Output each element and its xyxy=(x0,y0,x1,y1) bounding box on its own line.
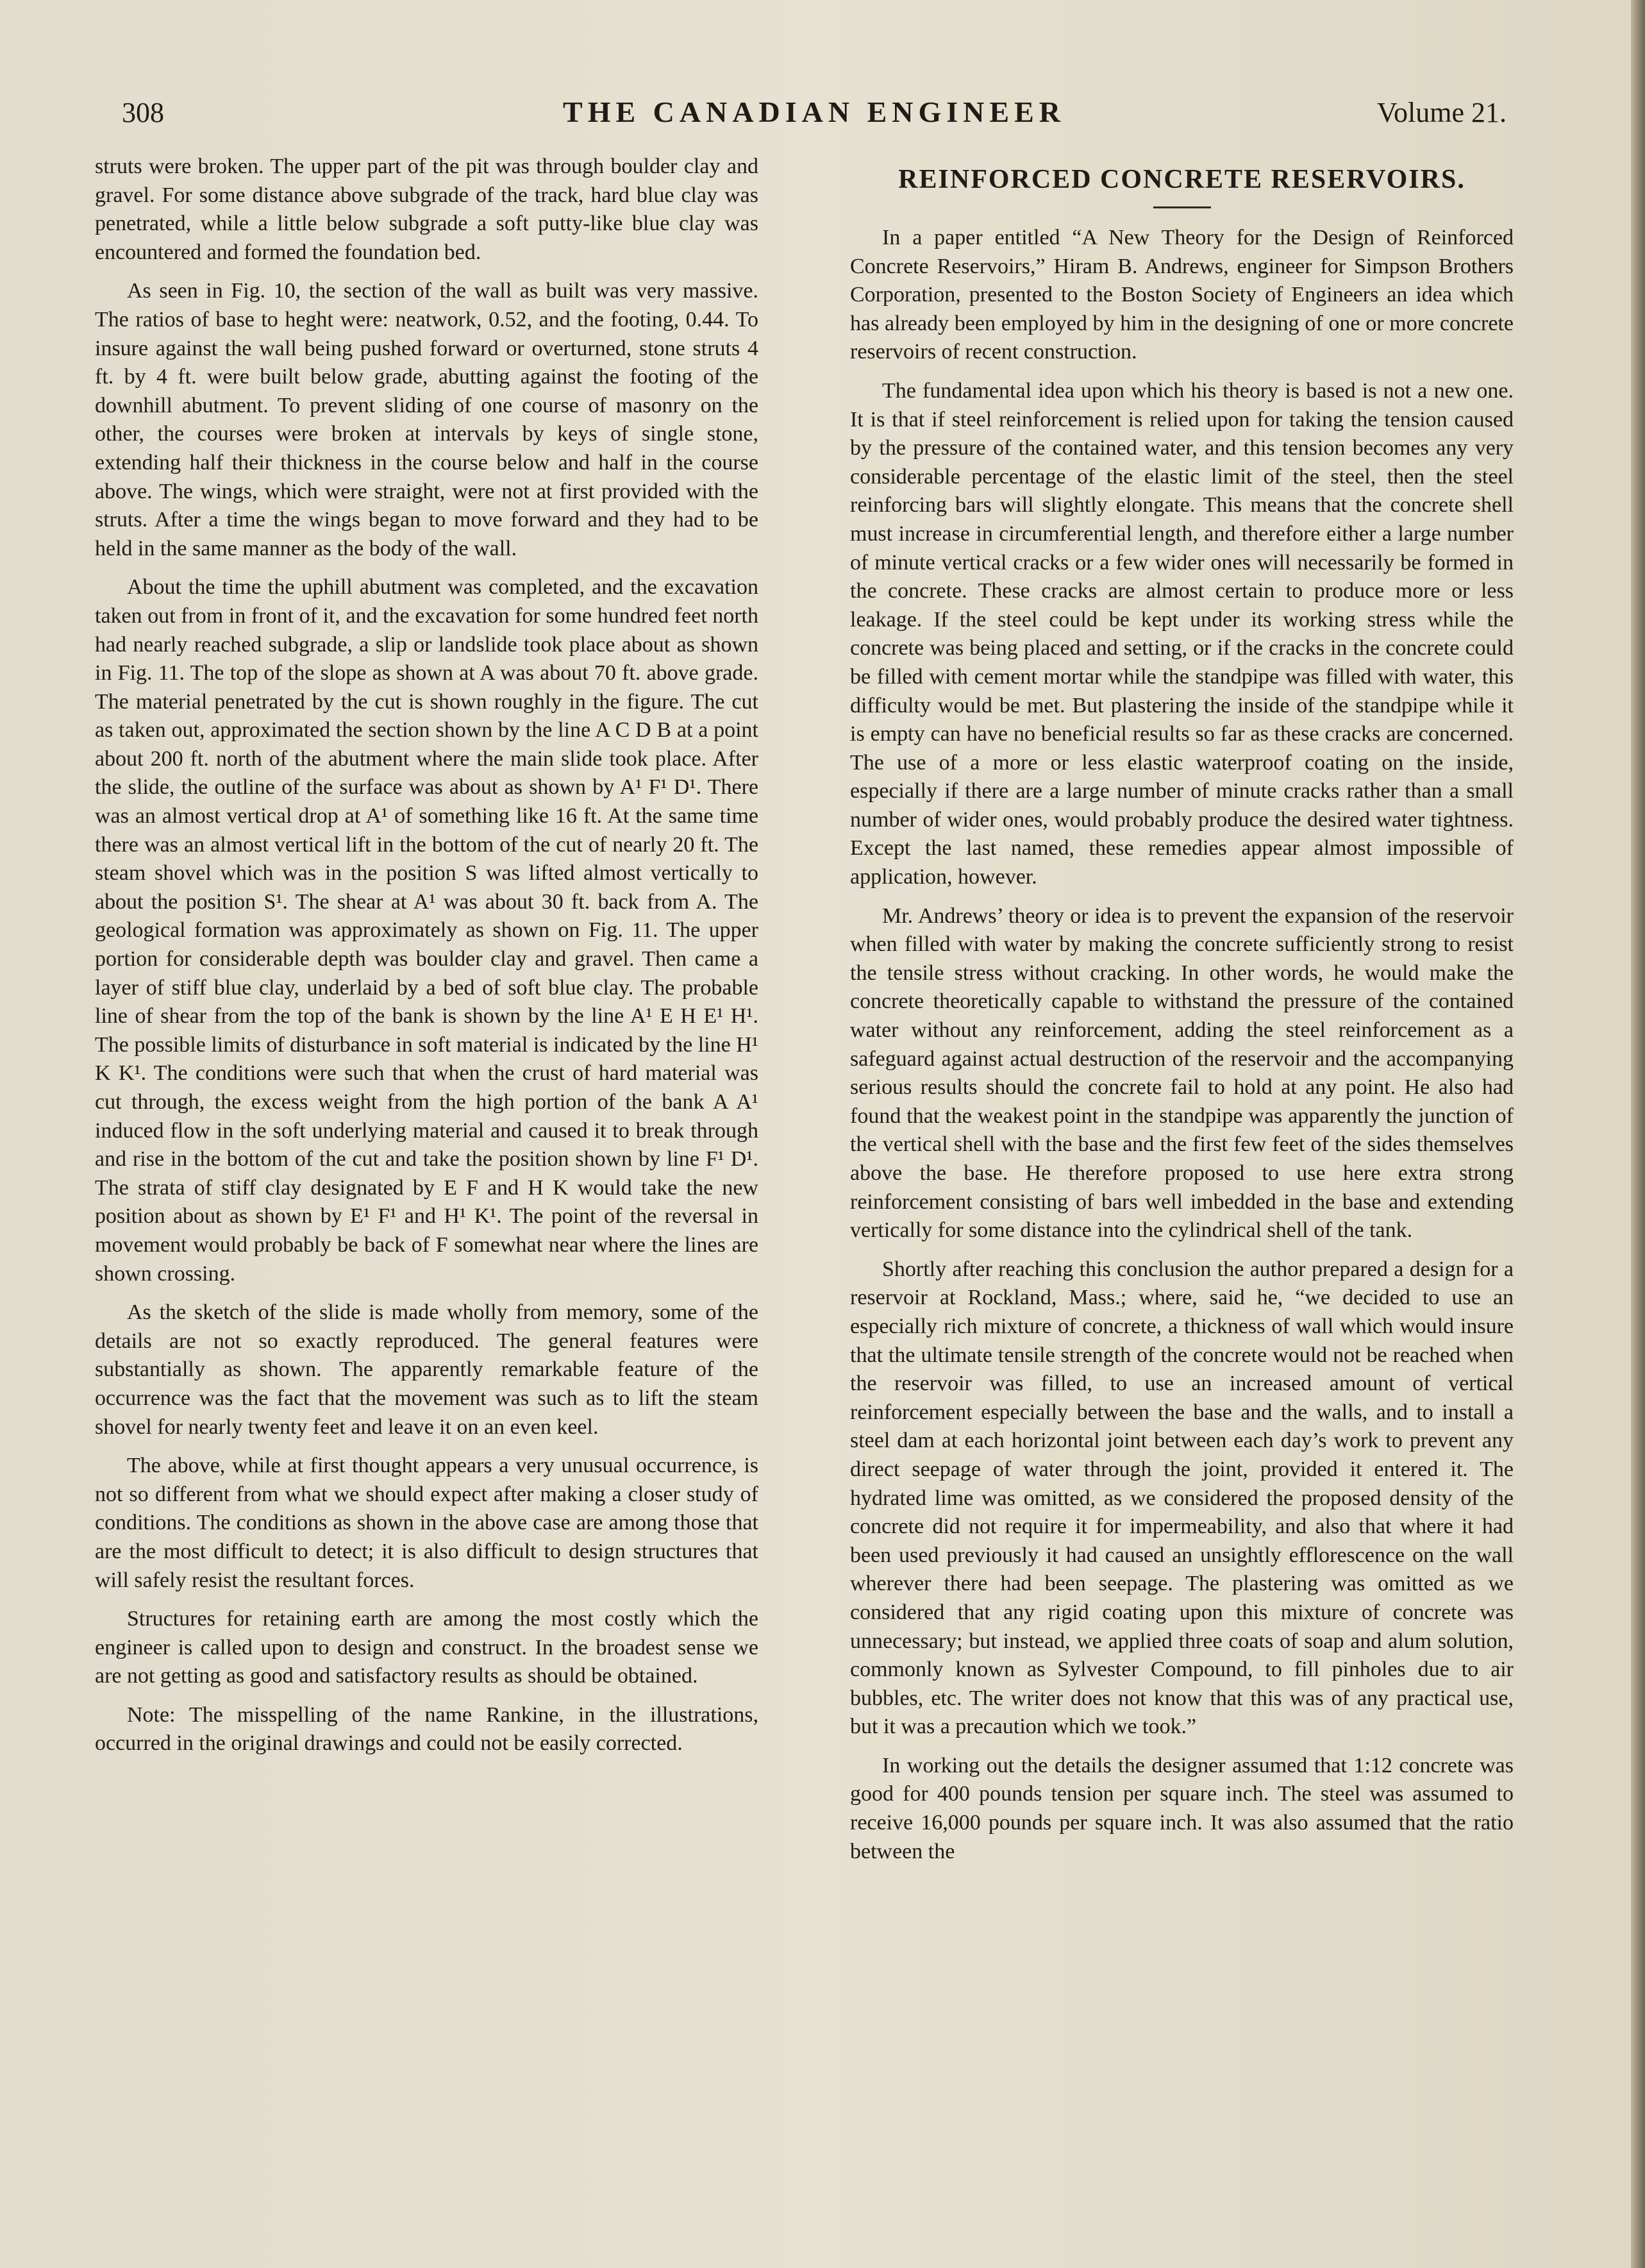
right-column xyxy=(850,153,1514,1876)
journal-title: THE CANADIAN ENGINEER xyxy=(563,96,1065,128)
title-rule xyxy=(1153,206,1211,208)
paragraph: About the time the uphill abutment was completed, and the excavation taken out from in front of it, and the excavation for some hundred feet north had nearly reached subgrade, a slip or landslide took place about as shown in Fig. 11. The top of the slope as shown at A was about 70 ft. above grade. The material penetrated by the cut is shown roughly in the figure. The cut as taken out, approximated the section shown by the line A C D B at a point about 200 ft. north of the abutment where the main slide took place. After the slide, the outline of the surface was about as shown by A¹ F¹ D¹. There was an almost vertical drop at A¹ of something like 16 ft. At the same time there was an almost vertical lift in the bottom of the cut of nearly 20 ft. The steam shovel which was in the position S was lifted almost vertically to about the position S¹. The shear at A¹ was about 30 ft. back from A. The geological formation was approximately as shown on Fig. 11. The upper portion for considerable depth was boulder clay and gravel. Then came a layer of stiff blue clay, underlaid by a bed of soft blue clay. The probable line of shear from the top of the bank is shown by the line A¹ E H E¹ H¹. The possible limits of disturbance in soft material is indicated by the line H¹ K K¹. The conditions were such that when the crust of hard material was cut through, the excess weight from the high portion of the bank A A¹ induced flow in the soft underlying material and caused it to break through and rise in the bottom of the cut and take the position shown by line F¹ D¹. The strata of stiff clay designated by E F and H K would take the new position about as shown by E¹ F¹ and H¹ K¹. The point of the reversal in movement would probably be back of F somewhat near where the lines are shown crossing. xyxy=(95,575,758,1286)
paragraph: In a paper entitled “A New Theory for the Design of Reinforced Concrete Reservoirs,” Hiram B. Andrews, engineer for Simpson Brothers Corporation, presented to the Boston Society of Engineers an idea which has already been employed by him in the designing of one or more concrete reservoirs of recent construction. xyxy=(850,226,1514,364)
paragraph: Mr. Andrews’ theory or idea is to prevent the expansion of the reservoir when filled with water by making the concrete sufficiently strong to resist the tensile stress without cracking. In other words, he would make the concrete theoretically capable to withstand the pressure of the contained water without any reinforcement, adding the steel reinforcement as a safeguard against actual destruction of the reservoir and the accompanying serious results should the concrete fail to hold at any point. He also had found that the weakest point in the standpipe was apparently the junction of the vertical shell with the base and the first few feet of the sides themselves above the base. He therefore proposed to use here extra strong reinforcement consisting of bars well imbedded in the base and extending vertically for some distance into the cylindrical shell of the tank. xyxy=(850,903,1514,1243)
left-column xyxy=(95,153,758,1768)
page-number: 308 xyxy=(122,97,164,128)
paragraph: The above, while at first thought appears a very unusual occurrence, is not so different from what we should expect after making a closer study of conditions. The conditions as shown in the above case are among those that are the most difficult to detect; it is also difficult to design structures that will safely resist the resultant forces. xyxy=(95,1454,758,1592)
paragraph: Shortly after reaching this conclusion the author prepared a design for a reservoir at Rockland, Mass.; where, said he, “we decided to use an especially rich mixture of concrete, a thickness of wall which would insure that the ultimate tensile strength of the concrete would not be reached when the reservoir was filled, to use an increased amount of vertical reinforcement especially between the base and the walls, and to install a steel dam at each horizontal joint between each day’s work to prevent any direct seepage of water through the joint, provided it entered it. The hydrated lime was omitted, as we considered the proposed density of the concrete did not require it for impermeability, and also that where it had been used previously it had caused an unsightly efflorescence on the wall wherever there had been seepage. The plastering was omitted as we considered that any rigid coating upon this mixture of concrete was unnecessary; but instead, we applied three coats of soap and alum solution, commonly known as Sylvester Compound, to fill pinholes due to air bubbles, etc. The writer does not know that this was of any practical use, but it was a precaution which we took.” xyxy=(850,1257,1514,1739)
paragraph: Structures for retaining earth are among the most costly which the engineer is called upon to design and construct. In the broadest sense we are not getting as good and satisfactory results as should be obtained. xyxy=(95,1607,758,1688)
running-header xyxy=(122,96,1507,141)
paragraph: As the sketch of the slide is made wholly from memory, some of the details are not so exactly reproduced. The general features were substantially as shown. The apparently remarkable feature of the occurrence was the fact that the movement was such as to lift the steam shovel for nearly twenty feet and leave it on an even keel. xyxy=(95,1300,758,1439)
note-paragraph: Note: The misspelling of the name Rankine, in the illustrations, occurred in the original drawings and could not be easily corrected. xyxy=(95,1702,758,1756)
book-spine-edge xyxy=(1631,0,1645,2268)
paragraph: In working out the details the designer assumed that 1:12 concrete was good for 400 pounds tension per square inch. The steel was assumed to receive 16,000 pounds per square inch. It was also assumed that the ratio between the xyxy=(850,1753,1514,1863)
paragraph: The fundamental idea upon which his theory is based is not a new one. It is that if steel reinforcement is relied upon for taking the tension caused by the pressure of the contained water, and this tension becomes any very considerable percentage of the elastic limit of the steel, then the steel reinforcing bars will slightly elongate. This means that the concrete shell must increase in circumferential length, and therefore either a large number of minute vertical cracks or a few wider ones will necessarily be formed in the concrete. These cracks are almost certain to produce more or less leakage. If the steel could be kept under its working stress while the concrete was being placed and setting, or if the cracks in the concrete could be filled with cement mortar while the standpipe was filled with water, this difficulty would be met. But plastering the inside of the standpipe while it is empty can have no beneficial results so far as these cracks are concerned. The use of a more or less elastic waterproof coating on the inside, especially if there are a large number of minute cracks rather than a small number of wider ones, would probably produce the desired water tightness. Except the last named, these remedies appear almost impossible of application, however. xyxy=(850,378,1514,889)
paragraph: struts were broken. The upper part of the pit was through boulder clay and gravel. For some distance above subgrade of the track, hard blue clay was penetrated, while a little below subgrade a soft putty-like blue clay was encountered and formed the foundation bed. xyxy=(95,155,758,264)
paragraph: As seen in Fig. 10, the section of the wall as built was very massive. The ratios of base to heght were: neatwork, 0.52, and the footing, 0.44. To insure against the wall being pushed forward or overturned, stone struts 4 ft. by 4 ft. were built below grade, abutting against the footing of the downhill abutment. To prevent sliding of one course of masonry on the other, the courses were broken at intervals by keys of single stone, extending half their thickness in the course below and half in the course above. The wings, which were straight, were not at first provided with the struts. After a time the wings began to move forward and they had to be held in the same manner as the body of the wall. xyxy=(95,279,758,560)
volume-label: Volume 21. xyxy=(1376,97,1507,128)
article-title: REINFORCED CONCRETE RESERVOIRS. xyxy=(898,165,1465,194)
